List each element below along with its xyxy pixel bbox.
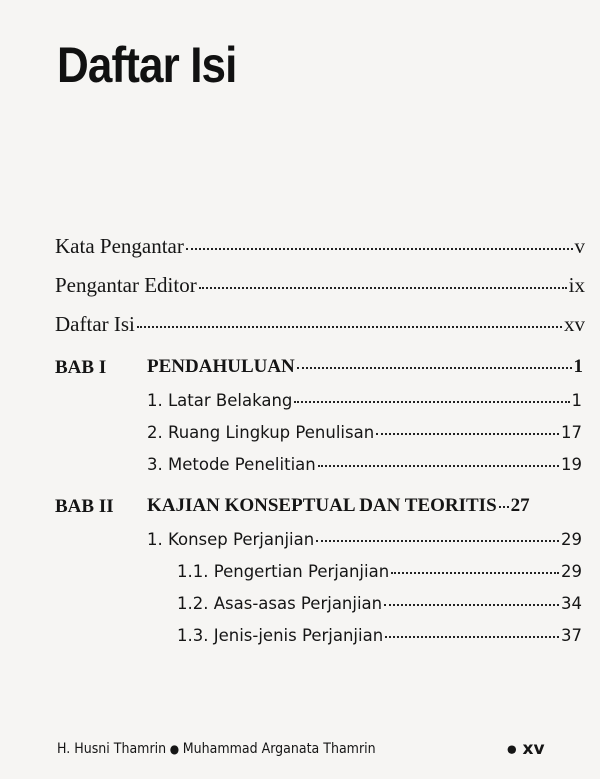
toc-entry-page: v [574,234,585,258]
toc-entry-pengantar-editor[interactable] [55,273,585,298]
toc-entry-label: 1. Konsep Perjanjian [147,530,315,549]
toc-entry-metode-penelitian[interactable] [147,455,582,474]
page-number [507,739,545,759]
leader-dots [297,367,572,369]
leader-dots [376,433,559,435]
bab-1-label: BAB I [55,357,107,378]
leader-dots [391,572,559,574]
author-2: Muhammad Arganata Thamrin [182,741,376,757]
toc-entry-label: Daftar Isi [55,312,135,336]
toc-entry-page: 19 [561,455,582,474]
toc-entry-page: 37 [561,626,582,645]
toc-entry-label: 1.2. Asas-asas Perjanjian [177,594,383,613]
bullet-separator: ● [169,742,180,756]
toc-entry-label: 1. Latar Belakang [147,391,293,410]
toc-entry-ruang-lingkup[interactable] [147,423,582,442]
leader-dots [384,604,559,606]
leader-dots [499,506,509,508]
toc-entry-konsep-perjanjian[interactable] [147,530,582,549]
bab-2-label: BAB II [55,496,114,517]
toc-entry-bab-2[interactable] [147,495,583,517]
toc-entry-page: 1 [571,391,582,410]
leader-dots [137,326,562,328]
toc-entry-page: 29 [561,562,582,581]
toc-entry-page: 27 [510,495,530,516]
toc-entry-page: 34 [561,594,582,613]
toc-entry-label: PENDAHULUAN [147,356,295,377]
page-bullet: ● [507,742,517,756]
toc-entry-asas-perjanjian[interactable] [177,594,582,613]
page-title: Daftar Isi [57,37,237,93]
toc-entry-label: KAJIAN KONSEPTUAL DAN TEORITIS [147,495,497,516]
toc-entry-page: xv [564,312,585,336]
page-number-text: xv [522,739,545,759]
toc-entry-page: 29 [561,530,582,549]
toc-entry-label: 1.1. Pengertian Perjanjian [177,562,390,581]
toc-entry-page: 17 [561,423,582,442]
author-1: H. Husni Thamrin [57,741,167,757]
leader-dots [199,287,567,289]
toc-entry-label: Kata Pengantar [55,234,184,258]
leader-dots [186,248,573,250]
toc-entry-label: 3. Metode Penelitian [147,455,316,474]
toc-entry-bab-1[interactable] [147,356,583,378]
toc-entry-latar-belakang[interactable] [147,391,582,410]
toc-entry-kata-pengantar[interactable] [55,234,585,259]
leader-dots [318,465,559,467]
toc-entry-label: 1.3. Jenis-jenis Perjanjian [177,626,384,645]
toc-entry-pengertian-perjanjian[interactable] [177,562,582,581]
leader-dots [316,540,559,542]
footer-authors [57,741,376,757]
toc-entry-page: ix [568,273,585,297]
leader-dots [385,636,559,638]
leader-dots [294,401,569,403]
toc-entry-daftar-isi[interactable] [55,312,585,337]
toc-entry-jenis-perjanjian[interactable] [177,626,582,645]
toc-entry-label: Pengantar Editor [55,273,197,297]
toc-entry-label: 2. Ruang Lingkup Penulisan [147,423,375,442]
toc-entry-page: 1 [573,356,583,377]
